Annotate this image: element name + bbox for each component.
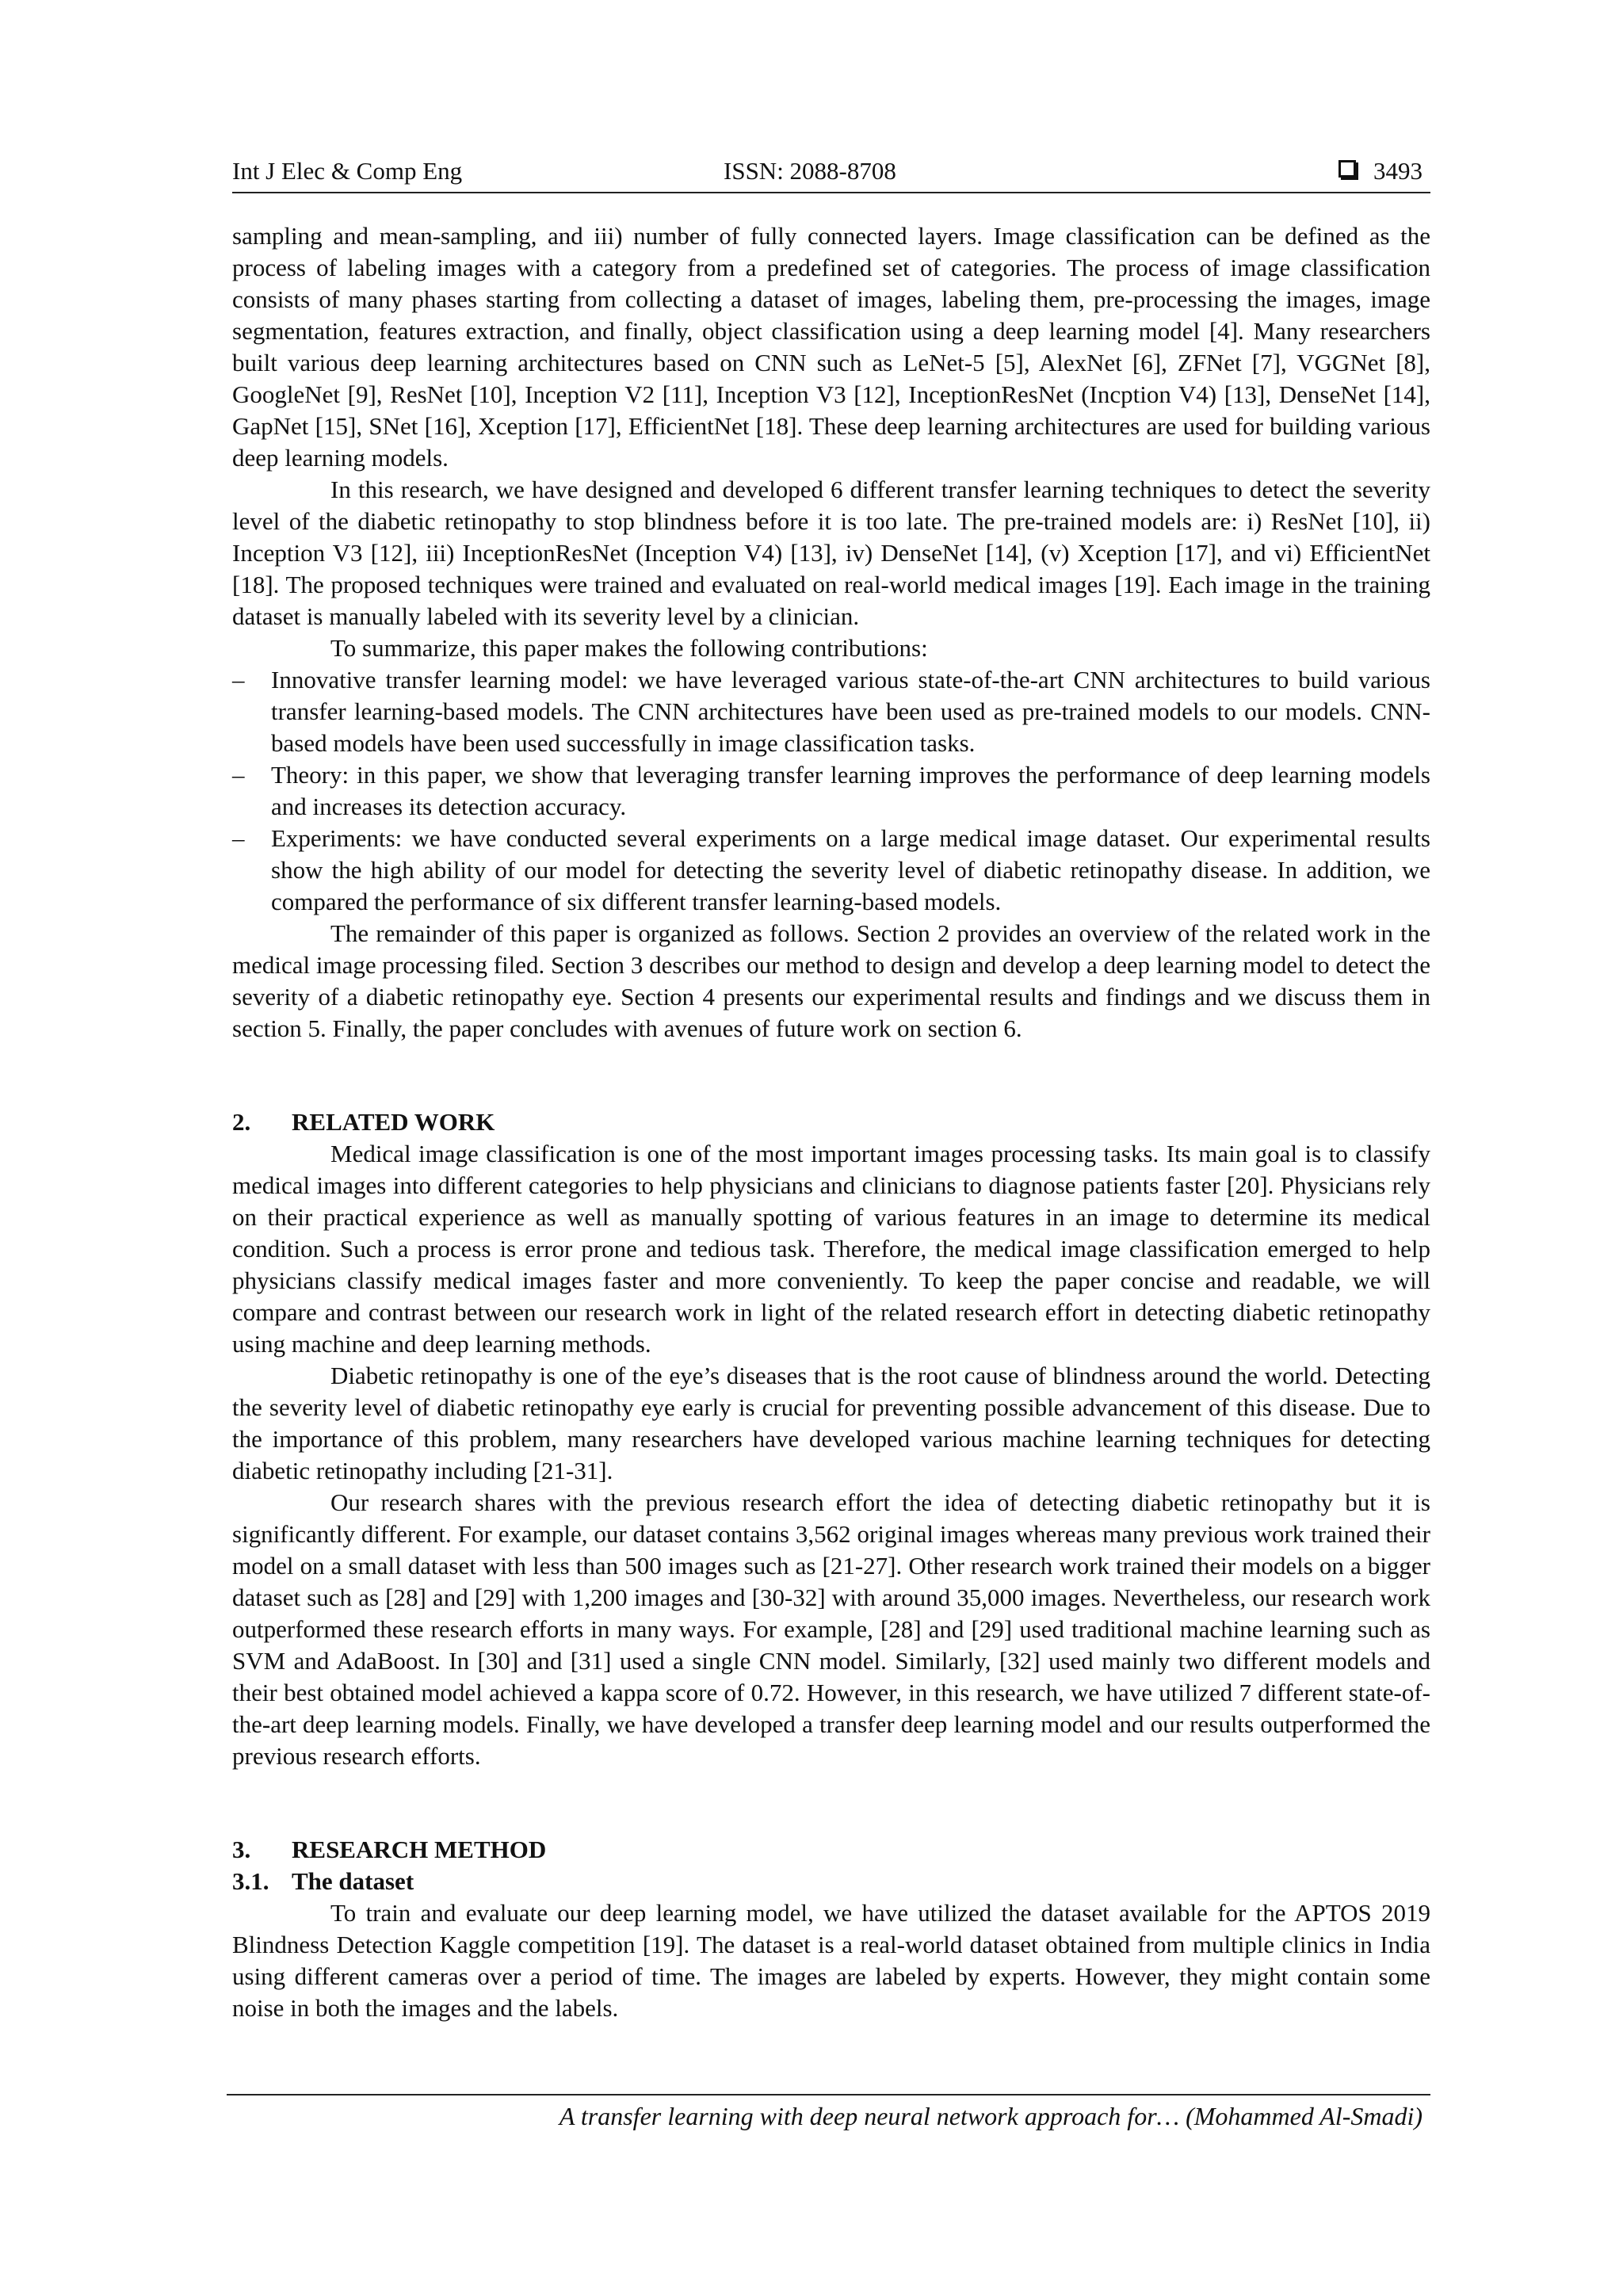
paragraph: Our research shares with the previous research effort the idea of detecting diabetic retinopathy but it is significantly different. For example, our dataset contains 3,562 original images whereas many previous work trained their model on a small dataset with less than 500 images such as [21-27]. Other research work trained their models on a bigger dataset such as [28] and [29] with 1,200 images and [30-32] with around 35,000 images. Nevertheless, our research work outperformed these research efforts in many ways. For example, [28] and [29] used traditional machine learning such as SVM and AdaBoost. In [30] and [31] used a single CNN model. Similarly, [32] used mainly two different models and their best obtained model achieved a kappa score of 0.72. However, in this research, we have utilized 7 different state-of-the-art deep learning models. Finally, we have developed a transfer deep learning model and our results outperformed the previous research efforts.: [232, 1488, 1430, 1770]
article-body: [232, 220, 1430, 2024]
section-heading: [232, 1834, 1430, 1866]
square-icon: [1338, 160, 1356, 178]
subsection-heading: [232, 1866, 1430, 1897]
paragraph: To summarize, this paper makes the following contributions:: [330, 634, 928, 662]
paragraph: Diabetic retinopathy is one of the eye’s diseases that is the root cause of blindness around the world. Detecting the severity level of diabetic retinopathy eye early is crucial for preventing possible advancement of this disease. Due to the importance of this problem, many researchers have developed various machine learning techniques for detecting diabetic retinopathy including [21-31].: [232, 1362, 1430, 1484]
section-title: RELATED WORK: [292, 1108, 495, 1136]
issn: ISSN: 2088-8708: [724, 157, 896, 185]
list-item-text: Innovative transfer learning model: we have leveraged various state-of-the-art CNN architectures to build various transfer learning-based models. The CNN architectures have been used as pre-trained models to our models. CNN-based models have been used successfully in image classification tasks.: [271, 666, 1430, 757]
bullet-dash: –: [232, 761, 245, 789]
section-number: 2.: [232, 1108, 251, 1136]
bullet-dash: –: [232, 824, 245, 852]
paragraph: To train and evaluate our deep learning model, we have utilized the dataset available for the APTOS 2019 Blindness Detection Kaggle competition [19]. The dataset is a real-world dataset obtained from multiple clinics in India using different cameras over a period of time. The images are labeled by experts. However, they might contain some noise in both the images and the labels.: [232, 1899, 1430, 2022]
page-footer: [227, 2094, 1430, 2131]
subsection-title: The dataset: [292, 1867, 414, 1895]
list-item: [232, 759, 1430, 823]
list-item-text: Experiments: we have conducted several experiments on a large medical image dataset. Our experimental results show the high ability of our model for detecting the severity level of diabetic retinopathy disease. In addition, we compared the performance of six different transfer learning-based models.: [271, 824, 1430, 915]
bullet-dash: –: [232, 666, 245, 693]
journal-name: Int J Elec & Comp Eng: [232, 157, 463, 185]
paragraph: sampling and mean-sampling, and iii) number of fully connected layers. Image classification can be defined as the process of labeling images with a category from a predefined set of categories. The process of image classification consists of many phases starting from collecting a dataset of images, labeling them, pre-processing the images, image segmentation, features extraction, and finally, object classification using a deep learning model [4]. Many researchers built various deep learning architectures based on CNN such as LeNet-5 [5], AlexNet [6], ZFNet [7], VGGNet [8], GoogleNet [9], ResNet [10], Inception V2 [11], Inception V3 [12], InceptionResNet (Incption V4) [13], DenseNet [14], GapNet [15], SNet [16], Xception [17], EfficientNet [18]. These deep learning architectures are used for building various deep learning models.: [232, 222, 1430, 472]
page-number: 3493: [1373, 157, 1423, 185]
paragraph: In this research, we have designed and developed 6 different transfer learning techniques to detect the severity level of the diabetic retinopathy to stop blindness before it is too late. The pre-trained models are: i) ResNet [10], ii) Inception V3 [12], iii) InceptionResNet (Inception V4) [13], iv) DenseNet [14], (v) Xception [17], and vi) EfficientNet [18]. The proposed techniques were trained and evaluated on real-world medical images [19]. Each image in the training dataset is manually labeled with its severity level by a clinician.: [232, 476, 1430, 630]
subsection-number: 3.1.: [232, 1867, 269, 1895]
paragraph: The remainder of this paper is organized as follows. Section 2 provides an overview of the related work in the medical image processing filed. Section 3 describes our method to design and develop a deep learning model to detect the severity of a diabetic retinopathy eye. Section 4 presents our experimental results and findings and we discuss them in section 5. Finally, the paper concludes with avenues of future work on section 6.: [232, 919, 1430, 1042]
section-number: 3.: [232, 1836, 251, 1863]
list-item: [232, 664, 1430, 759]
contributions-list: [232, 664, 1430, 918]
list-item: [232, 823, 1430, 918]
running-title: A transfer learning with deep neural network approach for… (Mohammed Al-Smadi): [559, 2102, 1423, 2130]
paragraph: Medical image classification is one of the most important images processing tasks. Its main goal is to classify medical images into different categories to help physicians and clinicians to diagnose patients faster [20]. Physicians rely on their practical experience as well as manually spotting of various features in an image to determine its medical condition. Such a process is error prone and tedious task. Therefore, the medical image classification emerged to help physicians classify medical images faster and more conveniently. To keep the paper concise and readable, we will compare and contrast between our research work in light of the related research effort in detecting diabetic retinopathy using machine and deep learning methods.: [232, 1140, 1430, 1358]
list-item-text: Theory: in this paper, we show that leveraging transfer learning improves the performance of deep learning models and increases its detection accuracy.: [271, 761, 1430, 820]
section-heading: [232, 1106, 1430, 1138]
page-header: [232, 154, 1430, 193]
section-title: RESEARCH METHOD: [292, 1836, 547, 1863]
